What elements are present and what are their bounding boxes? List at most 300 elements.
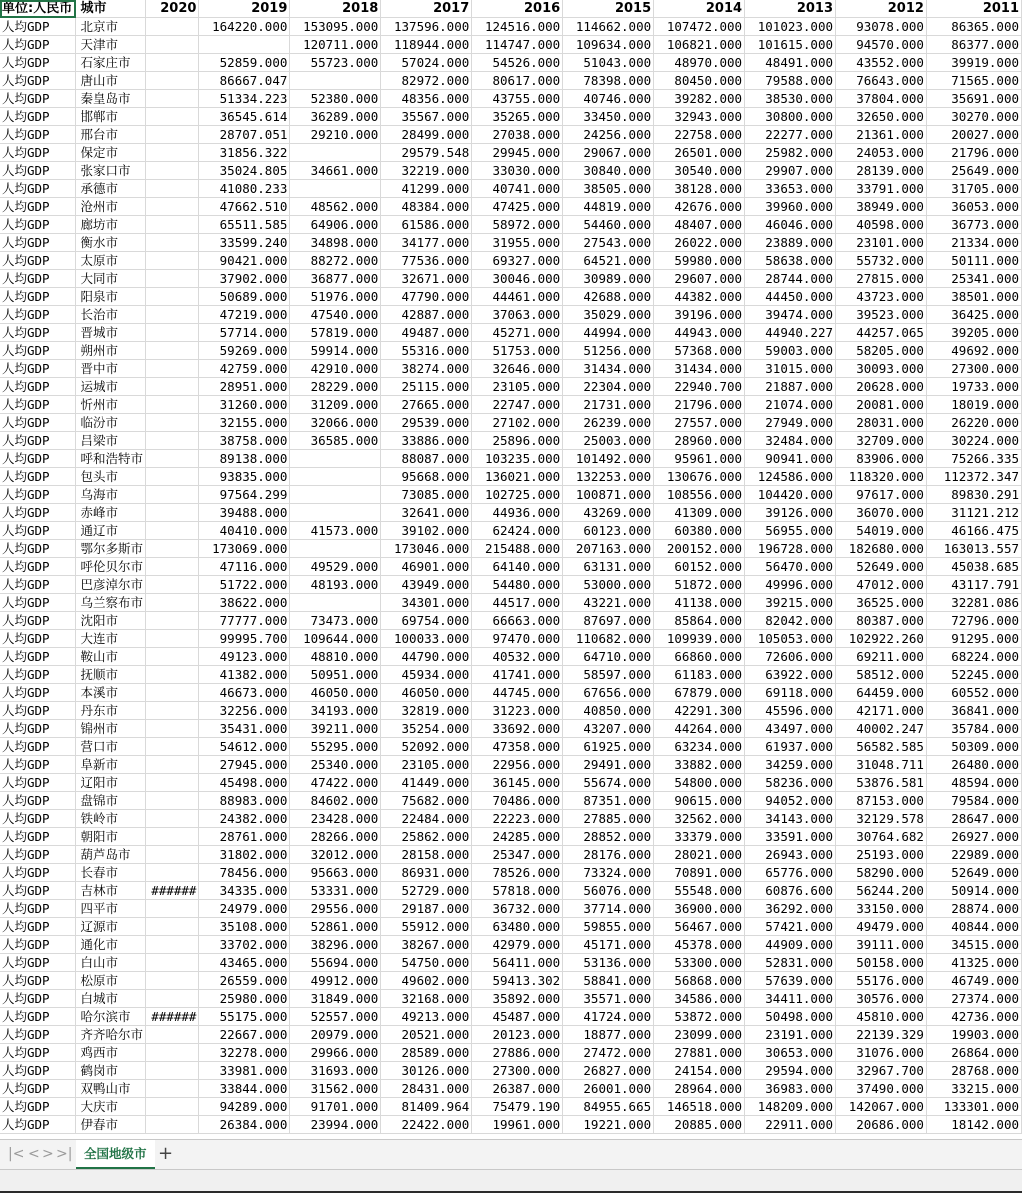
value-cell[interactable]: 23099.000 [654, 1026, 745, 1044]
value-cell[interactable]: 25115.000 [381, 378, 472, 396]
indicator-cell[interactable]: 人均GDP [0, 108, 76, 126]
value-cell[interactable]: 50111.000 [926, 252, 1021, 270]
value-cell[interactable]: 22304.000 [563, 378, 654, 396]
value-cell[interactable]: 84955.665 [563, 1098, 654, 1116]
value-cell[interactable]: 36773.000 [926, 216, 1021, 234]
value-cell[interactable]: 24285.000 [472, 828, 563, 846]
value-cell[interactable]: 29607.000 [654, 270, 745, 288]
value-cell[interactable]: 26239.000 [563, 414, 654, 432]
value-cell[interactable]: 55176.000 [836, 972, 927, 990]
value-cell[interactable]: 30840.000 [563, 162, 654, 180]
city-cell[interactable]: 乌兰察布市 [76, 594, 146, 612]
value-cell[interactable]: 56470.000 [745, 558, 836, 576]
value-cell[interactable]: 33844.000 [199, 1080, 290, 1098]
value-cell[interactable]: 28229.000 [290, 378, 381, 396]
value-cell[interactable]: 48970.000 [654, 54, 745, 72]
value-cell[interactable]: 39205.000 [926, 324, 1021, 342]
value-cell[interactable]: 36983.000 [745, 1080, 836, 1098]
indicator-cell[interactable]: 人均GDP [0, 558, 76, 576]
value-cell[interactable]: 103235.000 [472, 450, 563, 468]
value-cell[interactable]: 88983.000 [199, 792, 290, 810]
value-cell[interactable]: 30046.000 [472, 270, 563, 288]
value-cell[interactable]: 41325.000 [926, 954, 1021, 972]
value-cell[interactable]: 33379.000 [654, 828, 745, 846]
value-cell[interactable]: 69754.000 [381, 612, 472, 630]
value-cell[interactable]: 45038.685 [926, 558, 1021, 576]
value-cell[interactable]: 33150.000 [836, 900, 927, 918]
value-cell[interactable]: 29594.000 [745, 1062, 836, 1080]
value-cell[interactable]: 41080.233 [199, 180, 290, 198]
value-cell[interactable]: 44257.065 [836, 324, 927, 342]
value-cell[interactable] [146, 216, 199, 234]
value-cell[interactable]: 20628.000 [836, 378, 927, 396]
value-cell[interactable]: 22747.000 [472, 396, 563, 414]
value-cell[interactable]: 57639.000 [745, 972, 836, 990]
value-cell[interactable]: 22484.000 [381, 810, 472, 828]
indicator-cell[interactable]: 人均GDP [0, 540, 76, 558]
value-cell[interactable]: 75266.335 [926, 450, 1021, 468]
indicator-cell[interactable]: 人均GDP [0, 450, 76, 468]
city-cell[interactable]: 锦州市 [76, 720, 146, 738]
value-cell[interactable]: 67879.000 [654, 684, 745, 702]
sheet-tab-active[interactable]: 全国地级市 [76, 1140, 155, 1169]
indicator-cell[interactable]: 人均GDP [0, 720, 76, 738]
value-cell[interactable]: 21334.000 [926, 234, 1021, 252]
value-cell[interactable]: 42979.000 [472, 936, 563, 954]
value-cell[interactable]: 36585.000 [290, 432, 381, 450]
value-cell[interactable]: 61925.000 [563, 738, 654, 756]
indicator-cell[interactable]: 人均GDP [0, 594, 76, 612]
value-cell[interactable]: 41724.000 [563, 1008, 654, 1026]
value-cell[interactable]: 23994.000 [290, 1116, 381, 1134]
value-cell[interactable]: 28852.000 [563, 828, 654, 846]
value-cell[interactable] [146, 414, 199, 432]
value-cell[interactable]: 38274.000 [381, 360, 472, 378]
value-cell[interactable] [146, 1116, 199, 1134]
value-cell[interactable] [146, 864, 199, 882]
value-cell[interactable]: 35784.000 [926, 720, 1021, 738]
value-cell[interactable]: 29907.000 [745, 162, 836, 180]
value-cell[interactable]: 196728.000 [745, 540, 836, 558]
value-cell[interactable] [290, 468, 381, 486]
value-cell[interactable]: 25649.000 [926, 162, 1021, 180]
value-cell[interactable]: 27557.000 [654, 414, 745, 432]
value-cell[interactable] [146, 774, 199, 792]
city-cell[interactable]: 本溪市 [76, 684, 146, 702]
value-cell[interactable]: 182680.000 [836, 540, 927, 558]
value-cell[interactable]: 31121.212 [926, 504, 1021, 522]
indicator-cell[interactable]: 人均GDP [0, 522, 76, 540]
indicator-cell[interactable]: 人均GDP [0, 576, 76, 594]
value-cell[interactable]: 94570.000 [836, 36, 927, 54]
city-cell[interactable]: 乌海市 [76, 486, 146, 504]
value-cell[interactable]: 44517.000 [472, 594, 563, 612]
value-cell[interactable]: 57818.000 [472, 882, 563, 900]
value-cell[interactable]: 41299.000 [381, 180, 472, 198]
value-cell[interactable]: 93078.000 [836, 18, 927, 36]
value-cell[interactable]: 100871.000 [563, 486, 654, 504]
value-cell[interactable]: 163013.557 [926, 540, 1021, 558]
value-cell[interactable]: 55548.000 [654, 882, 745, 900]
value-cell[interactable] [146, 342, 199, 360]
value-cell[interactable]: 70891.000 [654, 864, 745, 882]
city-cell[interactable]: 太原市 [76, 252, 146, 270]
city-cell[interactable]: 呼伦贝尔市 [76, 558, 146, 576]
value-cell[interactable]: 32256.000 [199, 702, 290, 720]
value-cell[interactable]: 47116.000 [199, 558, 290, 576]
indicator-cell[interactable]: 人均GDP [0, 702, 76, 720]
value-cell[interactable]: 32129.578 [836, 810, 927, 828]
value-cell[interactable]: 23105.000 [381, 756, 472, 774]
value-cell[interactable]: 56955.000 [745, 522, 836, 540]
value-cell[interactable]: 31856.322 [199, 144, 290, 162]
value-cell[interactable]: 112372.347 [926, 468, 1021, 486]
value-cell[interactable]: 31705.000 [926, 180, 1021, 198]
city-cell[interactable]: 承德市 [76, 180, 146, 198]
value-cell[interactable] [146, 72, 199, 90]
value-cell[interactable]: 56411.000 [472, 954, 563, 972]
value-cell[interactable]: 153095.000 [290, 18, 381, 36]
value-cell[interactable]: 58512.000 [836, 666, 927, 684]
city-cell[interactable]: 鸡西市 [76, 1044, 146, 1062]
value-cell[interactable]: 27300.000 [472, 1062, 563, 1080]
value-cell[interactable] [146, 594, 199, 612]
value-cell[interactable]: 130676.000 [654, 468, 745, 486]
value-cell[interactable]: 58841.000 [563, 972, 654, 990]
indicator-cell[interactable]: 人均GDP [0, 18, 76, 36]
value-cell[interactable]: 28021.000 [654, 846, 745, 864]
value-cell[interactable]: 102922.260 [836, 630, 927, 648]
indicator-cell[interactable]: 人均GDP [0, 414, 76, 432]
city-cell[interactable]: 大同市 [76, 270, 146, 288]
value-cell[interactable]: 64459.000 [836, 684, 927, 702]
value-cell[interactable]: 44909.000 [745, 936, 836, 954]
value-cell[interactable]: 118944.000 [381, 36, 472, 54]
indicator-cell[interactable]: 人均GDP [0, 810, 76, 828]
indicator-cell[interactable]: 人均GDP [0, 162, 76, 180]
value-cell[interactable]: 114662.000 [563, 18, 654, 36]
value-cell[interactable]: 28647.000 [926, 810, 1021, 828]
value-cell[interactable]: 44264.000 [654, 720, 745, 738]
city-cell[interactable]: 呼和浩特市 [76, 450, 146, 468]
value-cell[interactable]: 39196.000 [654, 306, 745, 324]
value-cell[interactable]: 78526.000 [472, 864, 563, 882]
value-cell[interactable]: 38267.000 [381, 936, 472, 954]
value-cell[interactable]: 47012.000 [836, 576, 927, 594]
value-cell[interactable]: 45171.000 [563, 936, 654, 954]
indicator-cell[interactable]: 人均GDP [0, 1044, 76, 1062]
value-cell[interactable]: 40741.000 [472, 180, 563, 198]
value-cell[interactable]: 33450.000 [563, 108, 654, 126]
value-cell[interactable] [146, 720, 199, 738]
city-cell[interactable]: 沧州市 [76, 198, 146, 216]
value-cell[interactable]: 53000.000 [563, 576, 654, 594]
value-cell[interactable]: 75682.000 [381, 792, 472, 810]
city-cell[interactable]: 张家口市 [76, 162, 146, 180]
value-cell[interactable]: 22139.329 [836, 1026, 927, 1044]
value-cell[interactable] [146, 936, 199, 954]
value-cell[interactable]: 47540.000 [290, 306, 381, 324]
value-cell[interactable] [146, 1098, 199, 1116]
value-cell[interactable]: 24382.000 [199, 810, 290, 828]
value-cell[interactable]: 42688.000 [563, 288, 654, 306]
value-cell[interactable]: 28951.000 [199, 378, 290, 396]
value-cell[interactable]: 36841.000 [926, 702, 1021, 720]
value-cell[interactable]: 36292.000 [745, 900, 836, 918]
value-cell[interactable]: 60380.000 [654, 522, 745, 540]
value-cell[interactable]: 86365.000 [926, 18, 1021, 36]
value-cell[interactable]: 30576.000 [836, 990, 927, 1008]
value-cell[interactable]: 35691.000 [926, 90, 1021, 108]
value-cell[interactable]: 51872.000 [654, 576, 745, 594]
value-cell[interactable]: 30800.000 [745, 108, 836, 126]
value-cell[interactable]: 35024.805 [199, 162, 290, 180]
value-cell[interactable]: 41741.000 [472, 666, 563, 684]
value-cell[interactable]: 31849.000 [290, 990, 381, 1008]
value-cell[interactable]: 47662.510 [199, 198, 290, 216]
indicator-cell[interactable]: 人均GDP [0, 846, 76, 864]
value-cell[interactable]: 26022.000 [654, 234, 745, 252]
value-cell[interactable]: 62424.000 [472, 522, 563, 540]
value-cell[interactable]: 72796.000 [926, 612, 1021, 630]
indicator-cell[interactable]: 人均GDP [0, 90, 76, 108]
value-cell[interactable]: 26384.000 [199, 1116, 290, 1134]
indicator-cell[interactable]: 人均GDP [0, 342, 76, 360]
value-cell[interactable]: 39282.000 [654, 90, 745, 108]
indicator-cell[interactable]: 人均GDP [0, 666, 76, 684]
value-cell[interactable]: 52831.000 [745, 954, 836, 972]
indicator-cell[interactable]: 人均GDP [0, 612, 76, 630]
city-cell[interactable]: 鞍山市 [76, 648, 146, 666]
indicator-cell[interactable]: 人均GDP [0, 1080, 76, 1098]
value-cell[interactable]: 73085.000 [381, 486, 472, 504]
value-cell[interactable]: 91295.000 [926, 630, 1021, 648]
first-sheet-nav-icon[interactable]: |< [8, 1146, 25, 1162]
city-cell[interactable]: 包头市 [76, 468, 146, 486]
value-cell[interactable]: 37063.000 [472, 306, 563, 324]
value-cell[interactable]: 82042.000 [745, 612, 836, 630]
value-cell[interactable]: 40002.247 [836, 720, 927, 738]
value-cell[interactable]: 56467.000 [654, 918, 745, 936]
value-cell[interactable]: 49479.000 [836, 918, 927, 936]
value-cell[interactable]: 43723.000 [836, 288, 927, 306]
value-cell[interactable]: 45596.000 [745, 702, 836, 720]
value-cell[interactable]: 63234.000 [654, 738, 745, 756]
value-cell[interactable] [146, 324, 199, 342]
value-cell[interactable]: 28266.000 [290, 828, 381, 846]
value-cell[interactable]: 25003.000 [563, 432, 654, 450]
value-cell[interactable]: 23889.000 [745, 234, 836, 252]
city-cell[interactable]: 运城市 [76, 378, 146, 396]
value-cell[interactable] [146, 1080, 199, 1098]
value-cell[interactable]: 77777.000 [199, 612, 290, 630]
city-cell[interactable]: 鄂尔多斯市 [76, 540, 146, 558]
value-cell[interactable]: 22758.000 [654, 126, 745, 144]
value-cell[interactable]: 64906.000 [290, 216, 381, 234]
indicator-cell[interactable]: 人均GDP [0, 180, 76, 198]
value-cell[interactable]: 32484.000 [745, 432, 836, 450]
value-cell[interactable]: 80387.000 [836, 612, 927, 630]
value-cell[interactable] [146, 792, 199, 810]
value-cell[interactable]: 39211.000 [290, 720, 381, 738]
value-cell[interactable] [146, 1026, 199, 1044]
value-cell[interactable]: 28744.000 [745, 270, 836, 288]
value-cell[interactable]: 29556.000 [290, 900, 381, 918]
value-cell[interactable]: 32650.000 [836, 108, 927, 126]
value-cell[interactable]: 71565.000 [926, 72, 1021, 90]
indicator-cell[interactable]: 人均GDP [0, 36, 76, 54]
value-cell[interactable]: 28874.000 [926, 900, 1021, 918]
indicator-cell[interactable]: 人均GDP [0, 1098, 76, 1116]
city-cell[interactable]: 邯郸市 [76, 108, 146, 126]
city-cell[interactable]: 吕梁市 [76, 432, 146, 450]
value-cell[interactable]: 28960.000 [654, 432, 745, 450]
value-cell[interactable]: 41138.000 [654, 594, 745, 612]
value-cell[interactable]: 63922.000 [745, 666, 836, 684]
value-cell[interactable] [146, 558, 199, 576]
city-cell[interactable]: 衡水市 [76, 234, 146, 252]
value-cell[interactable]: 86931.000 [381, 864, 472, 882]
value-cell[interactable]: 76643.000 [836, 72, 927, 90]
value-cell[interactable]: 43221.000 [563, 594, 654, 612]
value-cell[interactable]: 27543.000 [563, 234, 654, 252]
value-cell[interactable]: 28499.000 [381, 126, 472, 144]
city-cell[interactable]: 抚顺市 [76, 666, 146, 684]
value-cell[interactable]: 31209.000 [290, 396, 381, 414]
indicator-cell[interactable]: 人均GDP [0, 684, 76, 702]
value-cell[interactable]: 72606.000 [745, 648, 836, 666]
value-cell[interactable]: 31693.000 [290, 1062, 381, 1080]
value-cell[interactable]: 27886.000 [472, 1044, 563, 1062]
value-cell[interactable]: 48594.000 [926, 774, 1021, 792]
value-cell[interactable]: 27949.000 [745, 414, 836, 432]
indicator-cell[interactable]: 人均GDP [0, 918, 76, 936]
value-cell[interactable]: 49123.000 [199, 648, 290, 666]
value-cell[interactable]: 51722.000 [199, 576, 290, 594]
value-cell[interactable]: 57714.000 [199, 324, 290, 342]
value-cell[interactable]: 32155.000 [199, 414, 290, 432]
value-cell[interactable]: 30270.000 [926, 108, 1021, 126]
value-cell[interactable]: 49602.000 [381, 972, 472, 990]
value-cell[interactable]: 29966.000 [290, 1044, 381, 1062]
value-cell[interactable]: 24256.000 [563, 126, 654, 144]
value-cell[interactable]: 42676.000 [654, 198, 745, 216]
value-cell[interactable]: 99995.700 [199, 630, 290, 648]
indicator-cell[interactable]: 人均GDP [0, 990, 76, 1008]
value-cell[interactable]: 49529.000 [290, 558, 381, 576]
value-cell[interactable] [146, 702, 199, 720]
value-cell[interactable]: 55175.000 [199, 1008, 290, 1026]
value-cell[interactable]: 109634.000 [563, 36, 654, 54]
value-cell[interactable]: 28431.000 [381, 1080, 472, 1098]
city-cell[interactable]: 阜新市 [76, 756, 146, 774]
value-cell[interactable]: 32219.000 [381, 162, 472, 180]
value-cell[interactable]: 28589.000 [381, 1044, 472, 1062]
value-cell[interactable]: 27300.000 [926, 360, 1021, 378]
value-cell[interactable]: 102725.000 [472, 486, 563, 504]
unit-header-cell[interactable]: 单位:人民币 [0, 0, 76, 18]
value-cell[interactable]: 114747.000 [472, 36, 563, 54]
city-cell[interactable]: 双鸭山市 [76, 1080, 146, 1098]
value-cell[interactable]: 27881.000 [654, 1044, 745, 1062]
value-cell[interactable]: 32168.000 [381, 990, 472, 1008]
value-cell[interactable]: 56244.200 [836, 882, 927, 900]
value-cell[interactable]: 30764.682 [836, 828, 927, 846]
indicator-cell[interactable]: 人均GDP [0, 378, 76, 396]
value-cell[interactable]: 36525.000 [836, 594, 927, 612]
value-cell[interactable]: 35431.000 [199, 720, 290, 738]
value-cell[interactable]: 25340.000 [290, 756, 381, 774]
value-cell[interactable]: 95668.000 [381, 468, 472, 486]
value-cell[interactable]: 86667.047 [199, 72, 290, 90]
value-cell[interactable]: 69327.000 [472, 252, 563, 270]
value-cell[interactable]: 34143.000 [745, 810, 836, 828]
city-cell[interactable]: 保定市 [76, 144, 146, 162]
value-cell[interactable]: 35254.000 [381, 720, 472, 738]
value-cell[interactable] [146, 684, 199, 702]
value-cell[interactable]: 64140.000 [472, 558, 563, 576]
value-cell[interactable]: 28761.000 [199, 828, 290, 846]
value-cell[interactable]: 32281.086 [926, 594, 1021, 612]
value-cell[interactable]: 32562.000 [654, 810, 745, 828]
value-cell[interactable]: 26501.000 [654, 144, 745, 162]
value-cell[interactable]: 55723.000 [290, 54, 381, 72]
value-cell[interactable]: 22223.000 [472, 810, 563, 828]
value-cell[interactable]: 48810.000 [290, 648, 381, 666]
value-cell[interactable] [146, 270, 199, 288]
city-cell[interactable]: 临汾市 [76, 414, 146, 432]
value-cell[interactable]: 109644.000 [290, 630, 381, 648]
value-cell[interactable]: 30224.000 [926, 432, 1021, 450]
value-cell[interactable]: 24154.000 [654, 1062, 745, 1080]
value-cell[interactable]: 66663.000 [472, 612, 563, 630]
value-cell[interactable]: 22422.000 [381, 1116, 472, 1134]
value-cell[interactable]: 60876.600 [745, 882, 836, 900]
value-cell[interactable]: 84602.000 [290, 792, 381, 810]
add-sheet-button[interactable]: + [158, 1143, 174, 1164]
value-cell[interactable] [146, 144, 199, 162]
value-cell[interactable] [146, 900, 199, 918]
value-cell[interactable]: 25341.000 [926, 270, 1021, 288]
value-cell[interactable]: 31434.000 [563, 360, 654, 378]
value-cell[interactable]: 65776.000 [745, 864, 836, 882]
value-cell[interactable]: 39488.000 [199, 504, 290, 522]
value-cell[interactable]: 26943.000 [745, 846, 836, 864]
value-cell[interactable]: 66860.000 [654, 648, 745, 666]
value-cell[interactable]: 39523.000 [836, 306, 927, 324]
value-cell[interactable] [290, 450, 381, 468]
value-cell[interactable]: 33653.000 [745, 180, 836, 198]
value-cell[interactable]: 28768.000 [926, 1062, 1021, 1080]
value-cell[interactable]: 48491.000 [745, 54, 836, 72]
city-cell[interactable]: 朝阳市 [76, 828, 146, 846]
value-cell[interactable]: 31955.000 [472, 234, 563, 252]
value-cell[interactable]: 56868.000 [654, 972, 745, 990]
value-cell[interactable]: 120711.000 [290, 36, 381, 54]
value-cell[interactable]: 105053.000 [745, 630, 836, 648]
city-cell[interactable]: 唐山市 [76, 72, 146, 90]
value-cell[interactable]: 57819.000 [290, 324, 381, 342]
value-cell[interactable]: 32709.000 [836, 432, 927, 450]
value-cell[interactable]: 87351.000 [563, 792, 654, 810]
next-sheet-nav-icon[interactable]: > [42, 1146, 54, 1162]
value-cell[interactable] [290, 180, 381, 198]
value-cell[interactable]: 19961.000 [472, 1116, 563, 1134]
value-cell[interactable]: 49487.000 [381, 324, 472, 342]
value-cell[interactable]: 136021.000 [472, 468, 563, 486]
value-cell[interactable]: 33030.000 [472, 162, 563, 180]
city-cell[interactable]: 晋城市 [76, 324, 146, 342]
